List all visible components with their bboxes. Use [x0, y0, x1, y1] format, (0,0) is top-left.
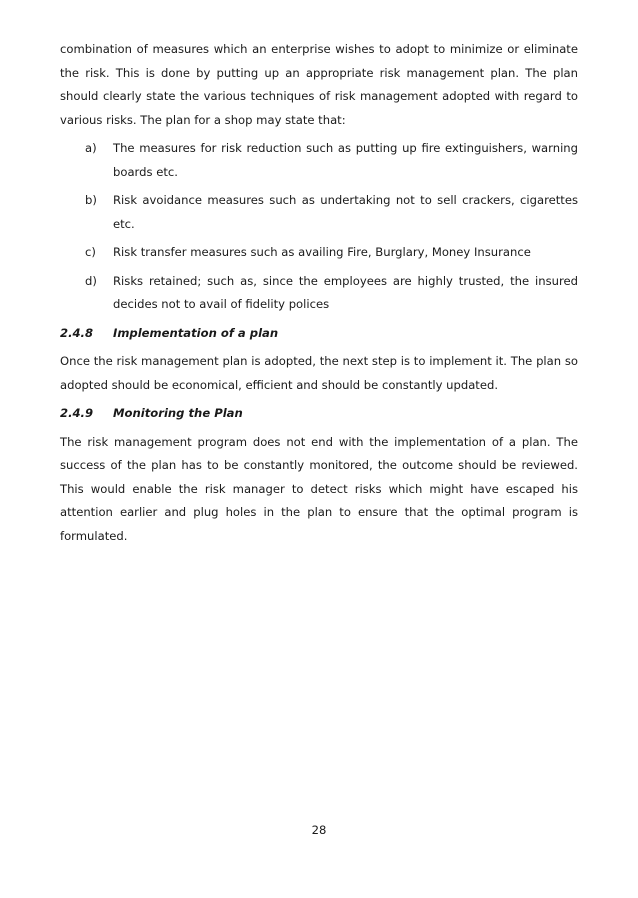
section-number: 2.4.9 [60, 406, 94, 420]
section-body-monitoring: The risk management program does not end with the implementation of a plan. The success of the plan has to be constantly monitored, the outcome should be reviewed. This would enable the risk manager to detect risks which might have escaped his attention earlier and plug holes in the plan to ensure that the optimal program is formulated. [60, 434, 578, 543]
list-marker: a) [85, 141, 97, 155]
list-item-text: Risks retained; such as, since the employees are highly trusted, the insured decides not to avail of fidelity polices [113, 273, 578, 311]
section-heading-implementation [60, 322, 578, 346]
risk-measures-list [60, 137, 578, 317]
list-item-text: Risk avoidance measures such as undertaking not to sell crackers, cigarettes etc. [113, 193, 578, 231]
page-number: 28 [311, 823, 327, 837]
list-item [60, 137, 578, 184]
list-item-text: Risk transfer measures such as availing Fire, Burglary, Money Insurance [113, 245, 531, 259]
list-item [60, 241, 578, 265]
list-item-text: The measures for risk reduction such as putting up fire extinguishers, warning boards etc. [113, 141, 578, 179]
list-marker: c) [85, 245, 96, 259]
section-title: Implementation of a plan [113, 325, 279, 340]
section-body-implementation: Once the risk management plan is adopted, the next step is to implement it. The plan so adopted should be economical, efficient and should be constantly updated. [60, 354, 578, 392]
document-page [60, 38, 578, 548]
list-item [60, 189, 578, 236]
section-number: 2.4.8 [60, 325, 94, 340]
section-heading-monitoring [60, 402, 578, 426]
list-marker: b) [85, 193, 97, 207]
section-title: Monitoring the Plan [113, 406, 243, 420]
list-marker: d) [85, 273, 97, 288]
list-item [60, 270, 578, 317]
intro-paragraph: combination of measures which an enterprise wishes to adopt to minimize or eliminate the risk. This is done by putting up an appropriate risk management plan. The plan should clearly state the various techniques of risk management adopted with regard to various risks. The plan for a shop may state that: [60, 42, 578, 127]
